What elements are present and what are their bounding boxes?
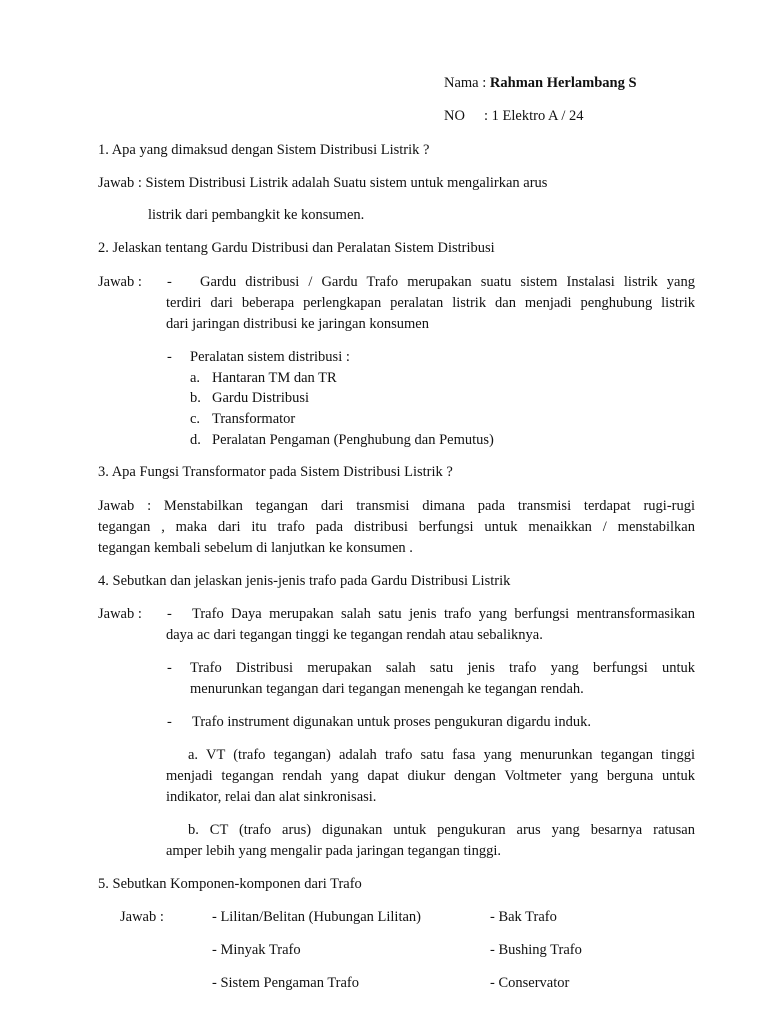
- list-item: Hantaran TM dan TR: [212, 370, 337, 386]
- trafo-distribusi-line-2: menurunkan tegangan dari tegangan menengah ke tegangan rendah.: [190, 681, 584, 697]
- name-label: Nama :: [444, 75, 487, 91]
- list-item-marker: a.: [190, 370, 201, 386]
- component-item: - Bak Trafo: [490, 909, 557, 925]
- trafo-daya-line-1: Trafo Daya merupakan salah satu jenis trafo yang berfungsi mentransformasikan: [192, 606, 695, 622]
- number-label: NO: [444, 108, 465, 124]
- student-name: Rahman Herlambang S: [489, 75, 637, 91]
- name-line: [444, 73, 637, 94]
- question-2: 2. Jelaskan tentang Gardu Distribusi dan Peralatan Sistem Distribusi: [98, 240, 495, 256]
- answer-2-dash-2: -: [167, 349, 172, 365]
- list-item-marker: d.: [190, 432, 201, 448]
- trafo-distribusi-line-1: Trafo Distribusi merupakan salah satu jenis trafo yang berfungsi untuk: [190, 660, 695, 676]
- vt-line-2: menjadi tegangan rendah yang dapat diukur dengan Voltmeter yang berguna untuk: [166, 768, 695, 784]
- peralatan-title: Peralatan sistem distribusi :: [190, 349, 350, 365]
- answer-1-line-1: Jawab : Sistem Distribusi Listrik adalah Suatu sistem untuk mengalirkan arus: [98, 175, 548, 191]
- gardu-line-2: terdiri dari beberapa perlengkapan peralatan listrik dan menjadi penghubung listrik: [166, 295, 695, 311]
- component-item: - Minyak Trafo: [212, 942, 301, 958]
- answer-2-label: Jawab :: [98, 274, 142, 290]
- answer-3-line-3: tegangan kembali sebelum di lanjutkan ke konsumen .: [98, 540, 413, 556]
- answer-4-label: Jawab :: [98, 606, 142, 622]
- answer-4-dash-3: -: [167, 714, 172, 730]
- answer-2-dash-1: -: [167, 274, 172, 290]
- answer-5-label: Jawab :: [120, 909, 164, 925]
- component-item: - Sistem Pengaman Trafo: [212, 975, 360, 991]
- list-item: Peralatan Pengaman (Penghubung dan Pemutus): [212, 432, 494, 448]
- list-item: Transformator: [212, 411, 296, 427]
- question-5: 5. Sebutkan Komponen-komponen dari Trafo: [98, 876, 362, 892]
- list-item-marker: b.: [190, 390, 201, 406]
- trafo-instrument-line: Trafo instrument digunakan untuk proses pengukuran digardu induk.: [192, 714, 591, 730]
- ct-line-2: amper lebih yang mengalir pada jaringan tegangan tinggi.: [166, 843, 501, 859]
- answer-4-dash-2: -: [167, 660, 172, 676]
- answer-1-line-2: listrik dari pembangkit ke konsumen.: [148, 207, 365, 223]
- question-1: 1. Apa yang dimaksud dengan Sistem Distribusi Listrik ?: [98, 142, 430, 158]
- ct-line-1: b. CT (trafo arus) digunakan untuk pengukuran arus yang besarnya ratusan: [188, 822, 695, 838]
- component-item: - Conservator: [490, 975, 570, 991]
- component-item: - Bushing Trafo: [490, 942, 582, 958]
- gardu-line-1: Gardu distribusi / Gardu Trafo merupakan suatu sistem Instalasi listrik yang: [200, 274, 695, 290]
- trafo-daya-line-2: daya ac dari tegangan tinggi ke tegangan rendah atau sebaliknya.: [166, 627, 543, 643]
- number-value: : 1 Elektro A / 24: [484, 108, 584, 124]
- vt-line-1: a. VT (trafo tegangan) adalah trafo satu fasa yang menurunkan tegangan tinggi: [188, 747, 695, 763]
- list-item: Gardu Distribusi: [212, 390, 310, 406]
- answer-3-line-1: Jawab : Menstabilkan tegangan dari transmisi dimana pada transmisi terdapat rugi-rugi: [98, 498, 695, 514]
- question-4: 4. Sebutkan dan jelaskan jenis-jenis trafo pada Gardu Distribusi Listrik: [98, 573, 511, 589]
- list-item-marker: c.: [190, 411, 201, 427]
- gardu-line-3: dari jaringan distribusi ke jaringan konsumen: [166, 316, 429, 332]
- answer-3-line-2: tegangan , maka dari itu trafo pada distribusi berfungsi untuk menaikkan / menstabilkan: [98, 519, 695, 535]
- vt-line-3: indikator, relai dan alat sinkronisasi.: [166, 789, 377, 805]
- component-item: - Lilitan/Belitan (Hubungan Lilitan): [212, 909, 421, 925]
- question-3: 3. Apa Fungsi Transformator pada Sistem Distribusi Listrik ?: [98, 464, 453, 480]
- answer-4-dash-1: -: [167, 606, 172, 622]
